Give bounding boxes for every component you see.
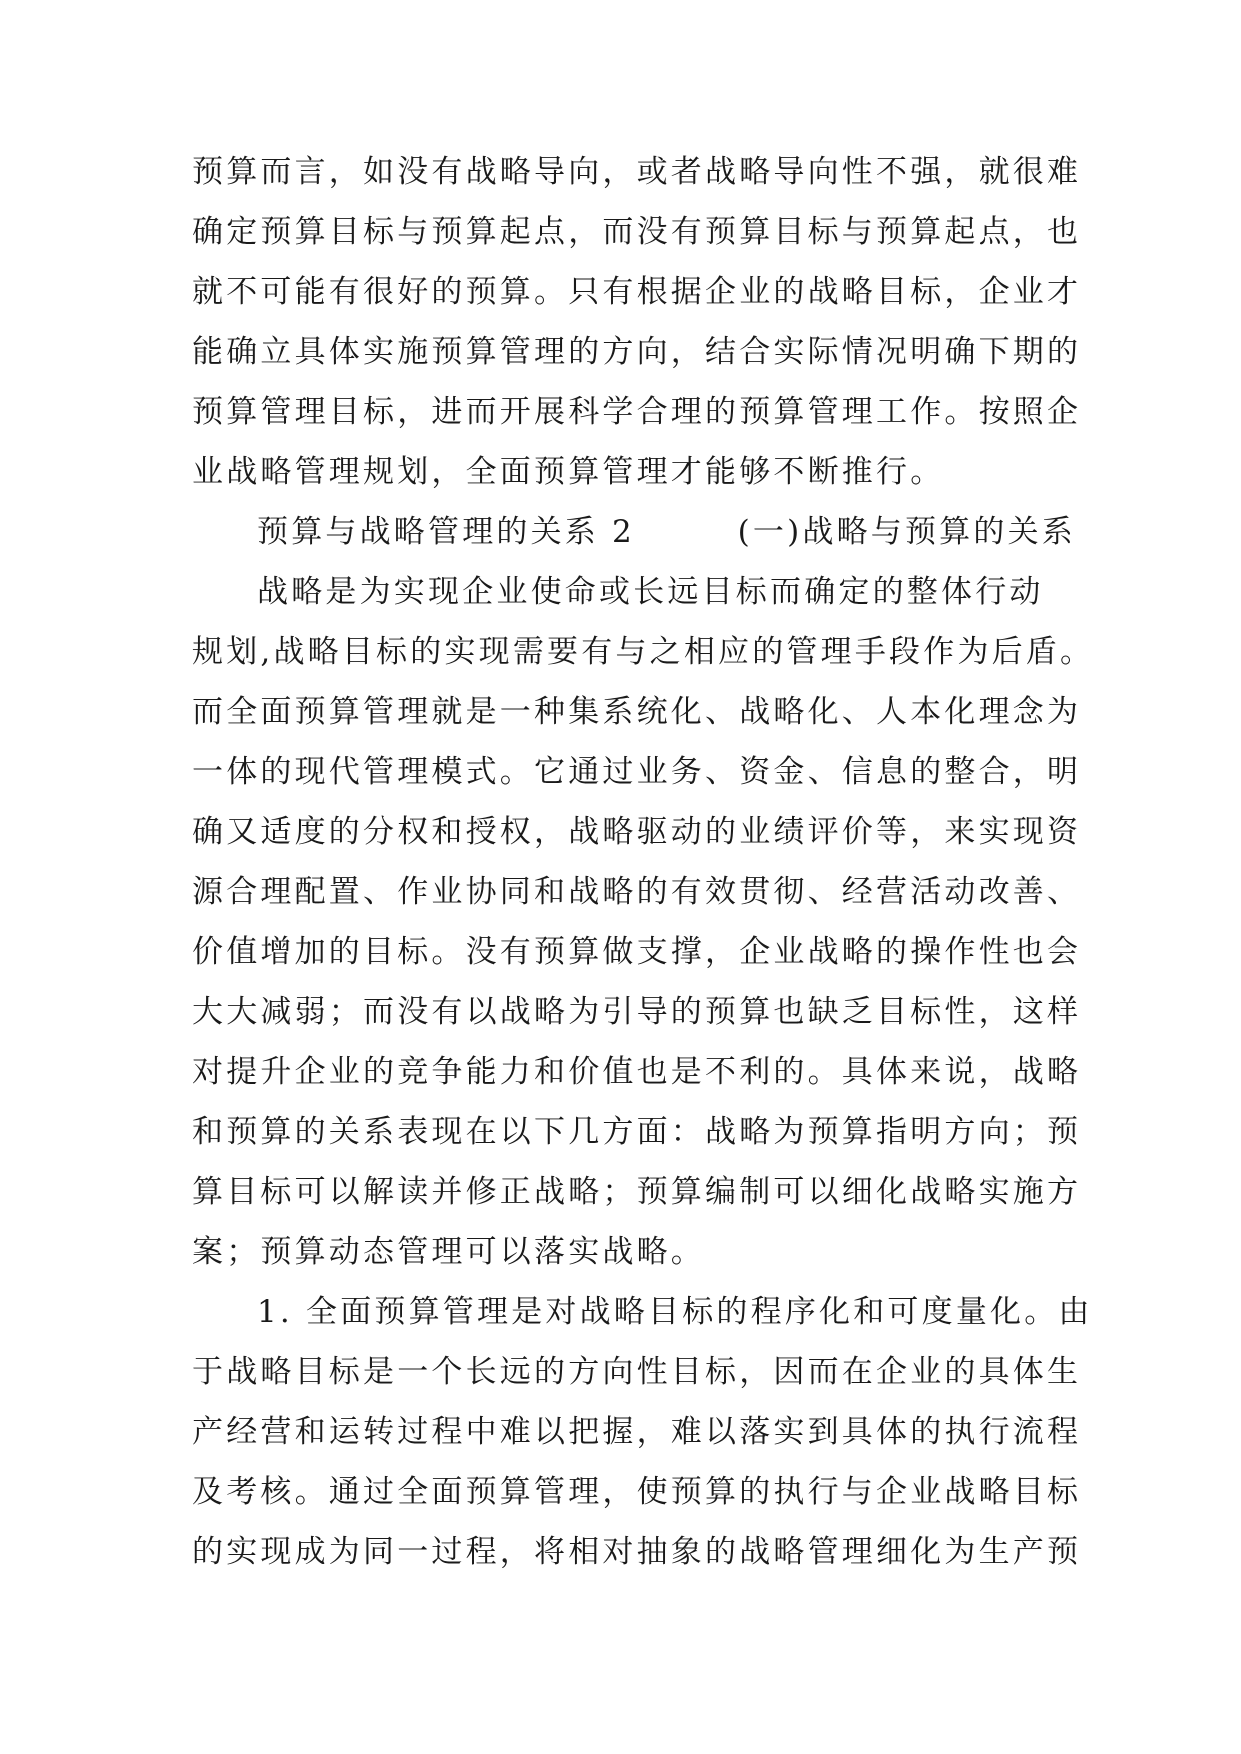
text-line: 源合理配置、作业协同和战略的有效贯彻、经营活动改善、 bbox=[192, 874, 1082, 910]
text-line: 案；预算动态管理可以落实战略。 bbox=[192, 1234, 705, 1270]
text-line: 战略是为实现企业使命或长远目标而确定的整体行动 bbox=[257, 574, 1044, 610]
text-line: 能确立具体实施预算管理的方向，结合实际情况明确下期的 bbox=[192, 334, 1082, 370]
text-line: 确定预算目标与预算起点，而没有预算目标与预算起点，也 bbox=[192, 214, 1082, 250]
text-line: 大大减弱；而没有以战略为引导的预算也缺乏目标性，这样 bbox=[192, 994, 1082, 1030]
text-line: 对提升企业的竞争能力和价值也是不利的。具体来说，战略 bbox=[192, 1054, 1082, 1090]
text-line: 于战略目标是一个长远的方向性目标，因而在企业的具体生 bbox=[192, 1354, 1082, 1390]
text-line: 及考核。通过全面预算管理，使预算的执行与企业战略目标 bbox=[192, 1474, 1082, 1510]
text-line: 业战略管理规划，全面预算管理才能够不断推行。 bbox=[192, 454, 945, 490]
text-line: 的实现成为同一过程，将相对抽象的战略管理细化为生产预 bbox=[192, 1534, 1082, 1570]
text-line: 一体的现代管理模式。它通过业务、资金、信息的整合，明 bbox=[192, 754, 1082, 790]
text-line: 就不可能有很好的预算。只有根据企业的战略目标，企业才 bbox=[192, 274, 1082, 310]
text-line: 1. 全面预算管理是对战略目标的程序化和可度量化。由 bbox=[257, 1294, 1093, 1330]
text-line: 而全面预算管理就是一种集系统化、战略化、人本化理念为 bbox=[192, 694, 1082, 730]
text-line: 和预算的关系表现在以下几方面：战略为预算指明方向；预 bbox=[192, 1114, 1082, 1150]
text-line: 规划,战略目标的实现需要有与之相应的管理手段作为后盾。 bbox=[192, 634, 1095, 670]
text-line: 价值增加的目标。没有预算做支撑，企业战略的操作性也会 bbox=[192, 934, 1082, 970]
text-line: 预算管理目标，进而开展科学合理的预算管理工作。按照企 bbox=[192, 394, 1082, 430]
text-line: 算目标可以解读并修正战略；预算编制可以细化战略实施方 bbox=[192, 1174, 1082, 1210]
text-line: 产经营和运转过程中难以把握，难以落实到具体的执行流程 bbox=[192, 1414, 1082, 1450]
section-heading: 预算与战略管理的关系 2 (一)战略与预算的关系 bbox=[257, 514, 1076, 550]
text-line: 预算而言，如没有战略导向，或者战略导向性不强，就很难 bbox=[192, 154, 1082, 190]
text-line: 确又适度的分权和授权，战略驱动的业绩评价等，来实现资 bbox=[192, 814, 1082, 850]
